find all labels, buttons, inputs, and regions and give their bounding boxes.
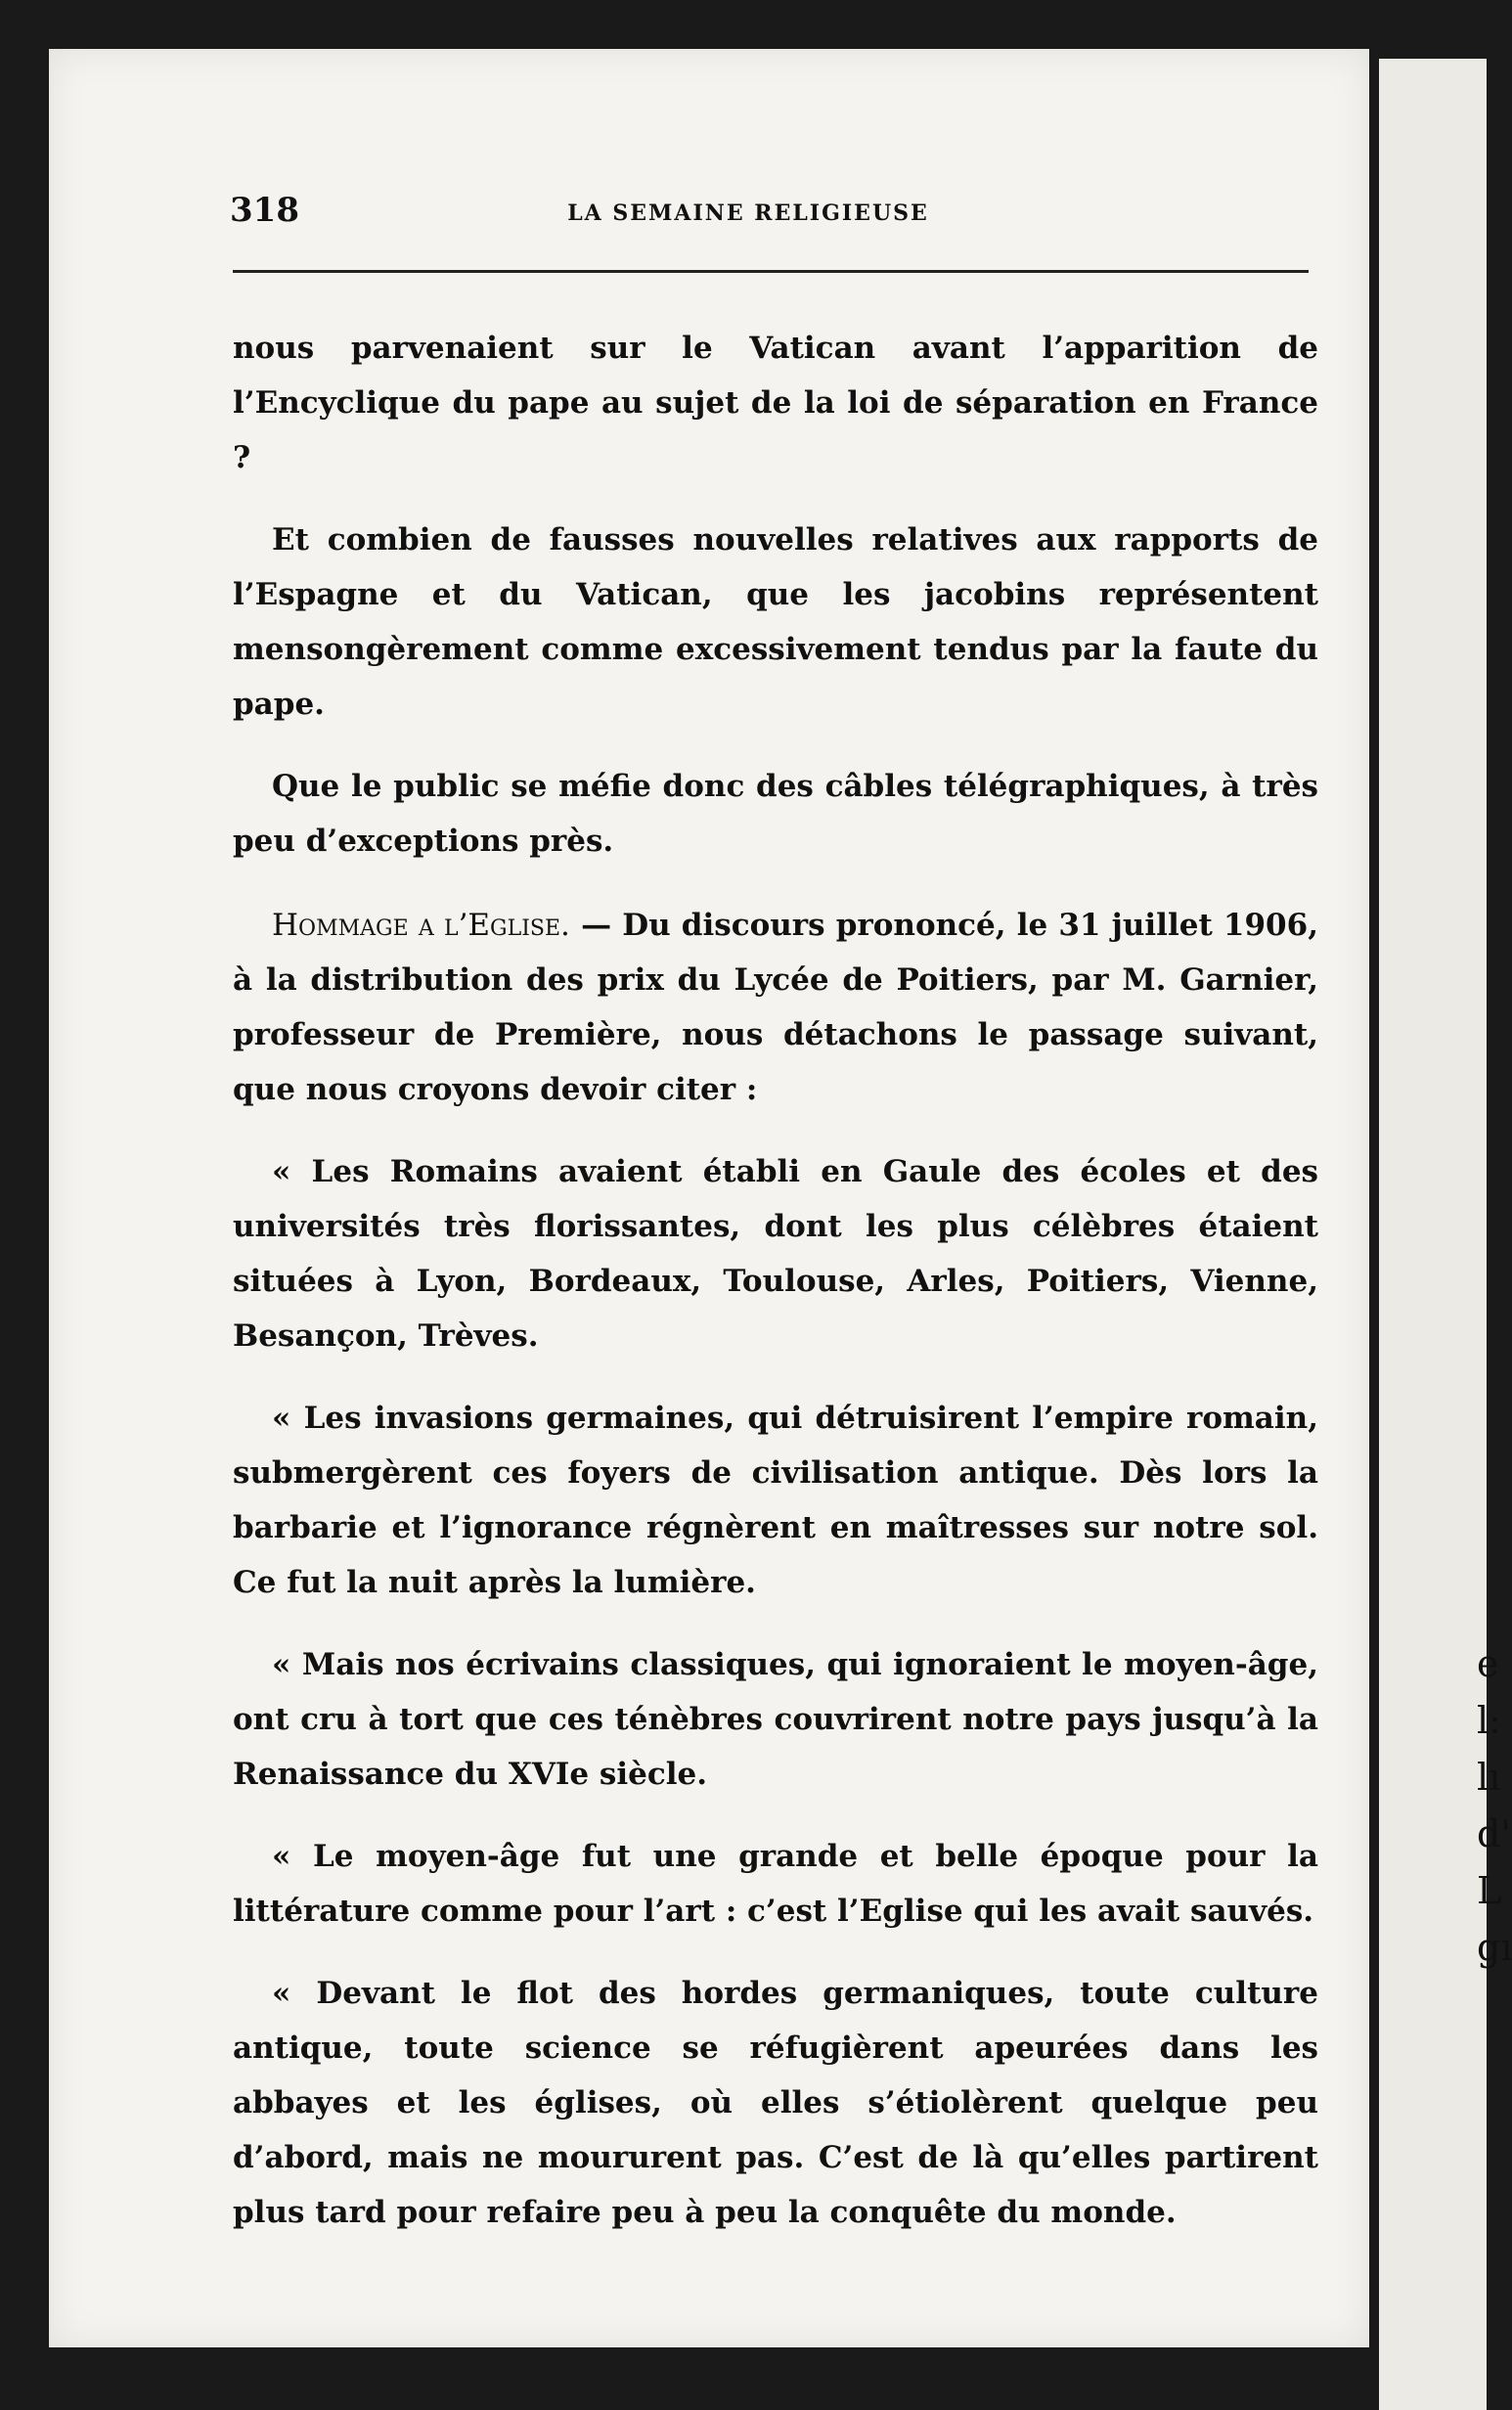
paragraph-text: — Du discours prononcé, le 31 juillet 1906, à la distribution des prix du Lycée de Poitiers, par M. Garnier, professeur de Première, nous détachons le passage suivant, que nous croyons devoir citer : bbox=[233, 908, 1318, 1107]
section-heading: Hommage a l’Eglise. bbox=[272, 908, 570, 943]
paragraph: nous parvenaient sur le Vatican avant l’apparition de l’Encyclique du pape au sujet de la loi de séparation en France ? bbox=[233, 331, 1318, 475]
paragraph-hommage bbox=[233, 898, 1318, 1117]
paragraph: « Devant le flot des hordes germaniques, toute culture antique, toute science se réfugièrent apeurées dans les abbayes et les églises, où elles s’étiolèrent quelque peu d’abord, mais ne moururent pas. C’est de là qu’elles partirent plus tard pour refaire peu à peu la conquête du monde. bbox=[233, 1976, 1318, 2230]
paragraph: Que le public se méfie donc des câbles télégraphiques, à très peu d’exceptions près. bbox=[233, 769, 1318, 859]
running-title: LA SEMAINE RELIGIEUSE bbox=[567, 201, 929, 226]
paragraph: « Les Romains avaient établi en Gaule des écoles et des universités très florissantes, dont les plus célèbres étaient situées à Lyon, Bordeaux, Toulouse, Arles, Poitiers, Vienne, Besançon, Trèves. bbox=[233, 1154, 1318, 1354]
page-header bbox=[181, 191, 1315, 240]
paragraph: Et combien de fausses nouvelles relatives aux rapports de l’Espagne et du Vatican, que les jacobins représentent mensongèrement comme excessivement tendus par la faute du pape. bbox=[233, 522, 1318, 722]
adjacent-page-edge bbox=[1379, 59, 1512, 2410]
paragraph: « Les invasions germaines, qui détruisirent l’empire romain, submergèrent ces foyers de civilisation antique. Dès lors la barbarie et l’ignorance régnèrent en maîtresses sur notre sol. Ce fut la nuit après la lumière. bbox=[233, 1401, 1318, 1600]
paragraph: « Le moyen-âge fut une grande et belle époque pour la littérature comme pour l’art : c’est l’Eglise qui les avait sauvés. bbox=[233, 1839, 1318, 1929]
paragraph: « Mais nos écrivains classiques, qui ignoraient le moyen-âge, ont cru à tort que ces ténèbres couvrirent notre pays jusqu’à la Renaissance du XVIe siècle. bbox=[233, 1647, 1318, 1792]
edge-fragment: gı bbox=[1477, 1926, 1512, 1969]
edge-fragment: lı bbox=[1477, 1756, 1501, 1799]
edge-fragment: l: bbox=[1477, 1699, 1501, 1742]
page-number: 318 bbox=[230, 191, 299, 230]
body-text bbox=[233, 321, 1318, 2267]
edge-fragment: d' bbox=[1477, 1812, 1511, 1855]
edge-fragment: L bbox=[1477, 1869, 1502, 1912]
edge-fragment: e bbox=[1477, 1642, 1499, 1685]
header-rule bbox=[233, 270, 1309, 273]
